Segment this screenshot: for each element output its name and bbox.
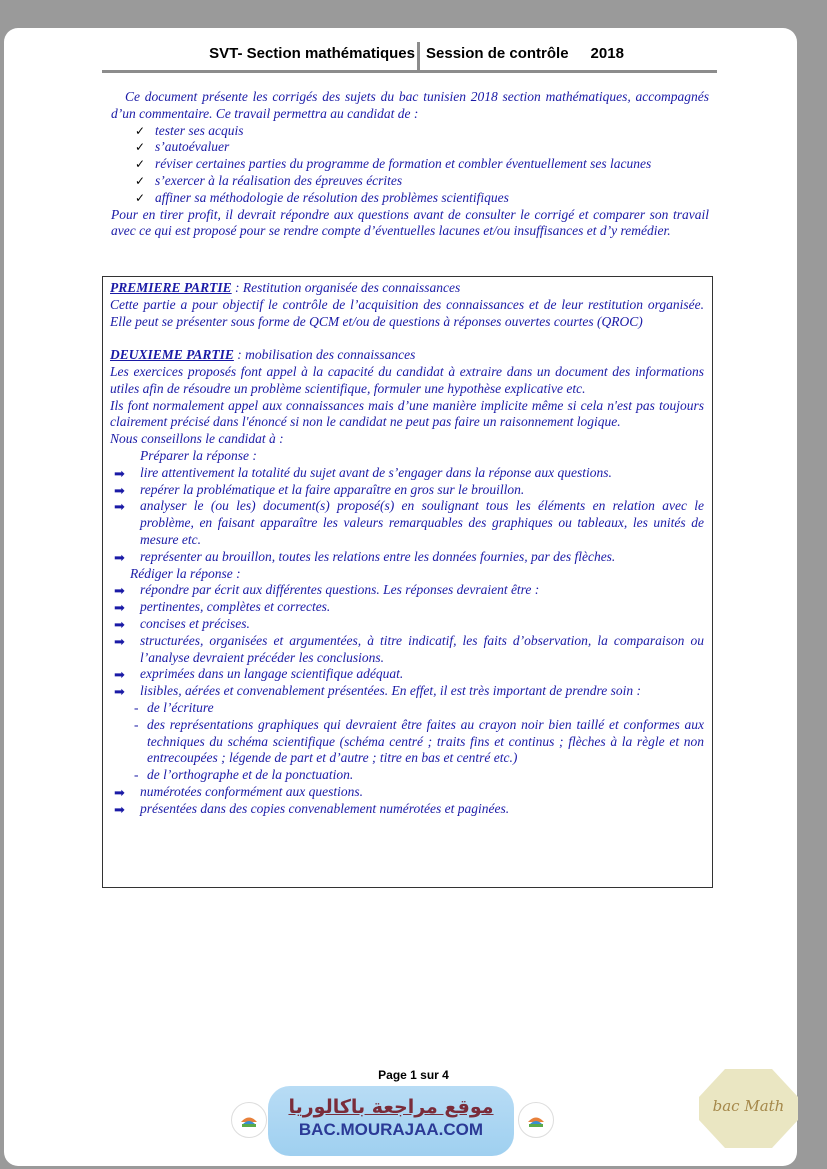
header-section: SVT- Section mathématiques xyxy=(209,45,415,62)
write-list xyxy=(110,582,704,700)
list-item: ✓ affiner sa méthodologie de résolution des problèmes scientifiques xyxy=(135,189,509,205)
arrow-right-icon: ➡ xyxy=(114,482,125,498)
prepare-list xyxy=(110,465,704,566)
care-list xyxy=(110,700,704,784)
intro-section xyxy=(111,89,709,240)
bac-math-watermark xyxy=(697,1067,800,1150)
list-item: ➡ concises et précises. xyxy=(114,615,250,632)
page-number: Page 1 sur 4 xyxy=(378,1068,449,1082)
final-list xyxy=(110,784,704,818)
page-header xyxy=(102,40,717,73)
list-item: - des représentations graphiques qui devraient être faites au crayon noir bien taillé et conformes aux techniques du schéma scientifique (schéma centré ; traits fins et continus ; flèches à la règle et non entrecoupées ; légende de part et d’autre ; titre en bas et centré etc.) xyxy=(134,716,704,766)
list-item: ✓ s’autoévaluer xyxy=(135,139,230,155)
goals-list xyxy=(111,123,709,207)
list-item: - de l’écriture xyxy=(134,699,214,715)
watermark-text: bac Math xyxy=(712,1097,785,1115)
list-item: ➡ lisibles, aérées et convenablement présentées. En effet, il est très important de prendre soin : xyxy=(114,683,642,700)
list-item: ➡ pertinentes, complètes et correctes. xyxy=(114,599,331,616)
part1-heading: PREMIERE PARTIE : Restitution organisée des connaissances xyxy=(110,280,461,295)
header-divider xyxy=(417,42,420,70)
arrow-right-icon: ➡ xyxy=(114,667,125,683)
arrow-right-icon: ➡ xyxy=(114,583,125,599)
list-item: ➡ repérer la problématique et la faire apparaître en gros sur le brouillon. xyxy=(114,481,525,498)
part2-text: Les exercices proposés font appel à la capacité du candidat à extraire dans un document des informations utiles afin de résoudre un problème scientifique, formuler une hypothèse explicative etc. xyxy=(110,363,704,396)
arrow-right-icon: ➡ xyxy=(114,616,125,632)
arrow-right-icon: ➡ xyxy=(114,801,125,817)
site-banner-link[interactable] xyxy=(268,1086,514,1156)
intro-paragraph: Ce document présente les corrigés des sujets du bac tunisien 2018 section mathématiques, accompagnés d’un commentaire. Ce travail permettra au candidat de : xyxy=(111,89,709,121)
part2-text: Ils font normalement appel aux connaissances mais d’une manière implicite même si cela n'est pas toujours clairement précisé dans l'énoncé si non le candidat ne peut pas faire un raisonnement logique. xyxy=(110,397,704,430)
arrow-right-icon: ➡ xyxy=(114,633,125,649)
arrow-right-icon: ➡ xyxy=(114,465,125,481)
list-item: ➡ numérotées conformément aux questions. xyxy=(114,783,363,800)
banner-arabic-title: موقع مراجعة باكالوريا xyxy=(288,1096,494,1118)
header-session: Session de contrôle 2018 xyxy=(426,45,624,62)
banner-url: BAC.MOURAJAA.COM xyxy=(298,1120,484,1139)
write-heading: Rédiger la réponse : xyxy=(130,565,241,581)
check-icon: ✓ xyxy=(135,173,146,188)
part1-title: PREMIERE PARTIE xyxy=(110,280,232,295)
advice-intro: Nous conseillons le candidat à : xyxy=(110,431,284,447)
list-item: ➡ répondre par écrit aux différentes questions. Les réponses devraient être : xyxy=(114,582,540,599)
list-item: ➡ structurées, organisées et argumentées, à titre indicatif, les faits d’observation, la comparaison ou l’analyse devraient précéder les conclusions. xyxy=(114,632,704,665)
arrow-right-icon: ➡ xyxy=(114,684,125,700)
check-icon: ✓ xyxy=(135,140,146,155)
list-item: ➡ analyser le (ou les) document(s) proposé(s) en soulignant tous les éléments en relation avec le problème, en faisant apparaître les valeurs remarquables des graphiques ou tableaux, les unités de mesure etc. xyxy=(114,498,704,547)
methodology-box xyxy=(102,276,713,888)
list-item: ➡ exprimées dans un langage scientifique adéquat. xyxy=(114,666,404,683)
list-item: ➡ lire attentivement la totalité du sujet avant de s’engager dans la réponse aux questions. xyxy=(114,464,612,481)
site-logo-icon xyxy=(518,1102,554,1138)
check-icon: ✓ xyxy=(135,190,146,205)
list-item: - de l’orthographe et de la ponctuation. xyxy=(134,767,354,783)
header-year: 2018 xyxy=(590,45,624,62)
list-item: ✓ tester ses acquis xyxy=(135,122,244,138)
list-item: ✓ s’exercer à la réalisation des épreuves écrites xyxy=(135,172,403,188)
list-item: ➡ présentées dans des copies convenablement numérotées et paginées. xyxy=(114,800,510,817)
prepare-heading: Préparer la réponse : xyxy=(140,447,257,463)
list-item: ➡ représenter au brouillon, toutes les relations entre les données fournies, par des flèches. xyxy=(114,548,616,565)
check-icon: ✓ xyxy=(135,123,146,138)
check-icon: ✓ xyxy=(135,157,146,172)
part2-title: DEUXIEME PARTIE xyxy=(110,347,234,363)
list-item: ✓ réviser certaines parties du programme de formation et combler éventuellement ses lacunes xyxy=(135,156,652,172)
intro-closing: Pour en tirer profit, il devrait répondre aux questions avant de consulter le corrigé et comparer son travail avec ce qui est proposé pour se rendre compte d’éventuelles lacunes et/ou insuffisances et d’y remédier. xyxy=(111,206,709,239)
arrow-right-icon: ➡ xyxy=(114,549,125,565)
part1-text: Cette partie a pour objectif le contrôle de l’acquisition des connaissances et de leur restitution organisée. Elle peut se présenter sous forme de QCM et/ou de questions à réponses ouvertes courtes (QROC) xyxy=(110,296,704,329)
arrow-right-icon: ➡ xyxy=(114,499,125,515)
site-logo-icon xyxy=(231,1102,267,1138)
arrow-right-icon: ➡ xyxy=(114,600,125,616)
arrow-right-icon: ➡ xyxy=(114,784,125,800)
part2-heading: DEUXIEME PARTIE : mobilisation des connaissances xyxy=(110,347,416,363)
